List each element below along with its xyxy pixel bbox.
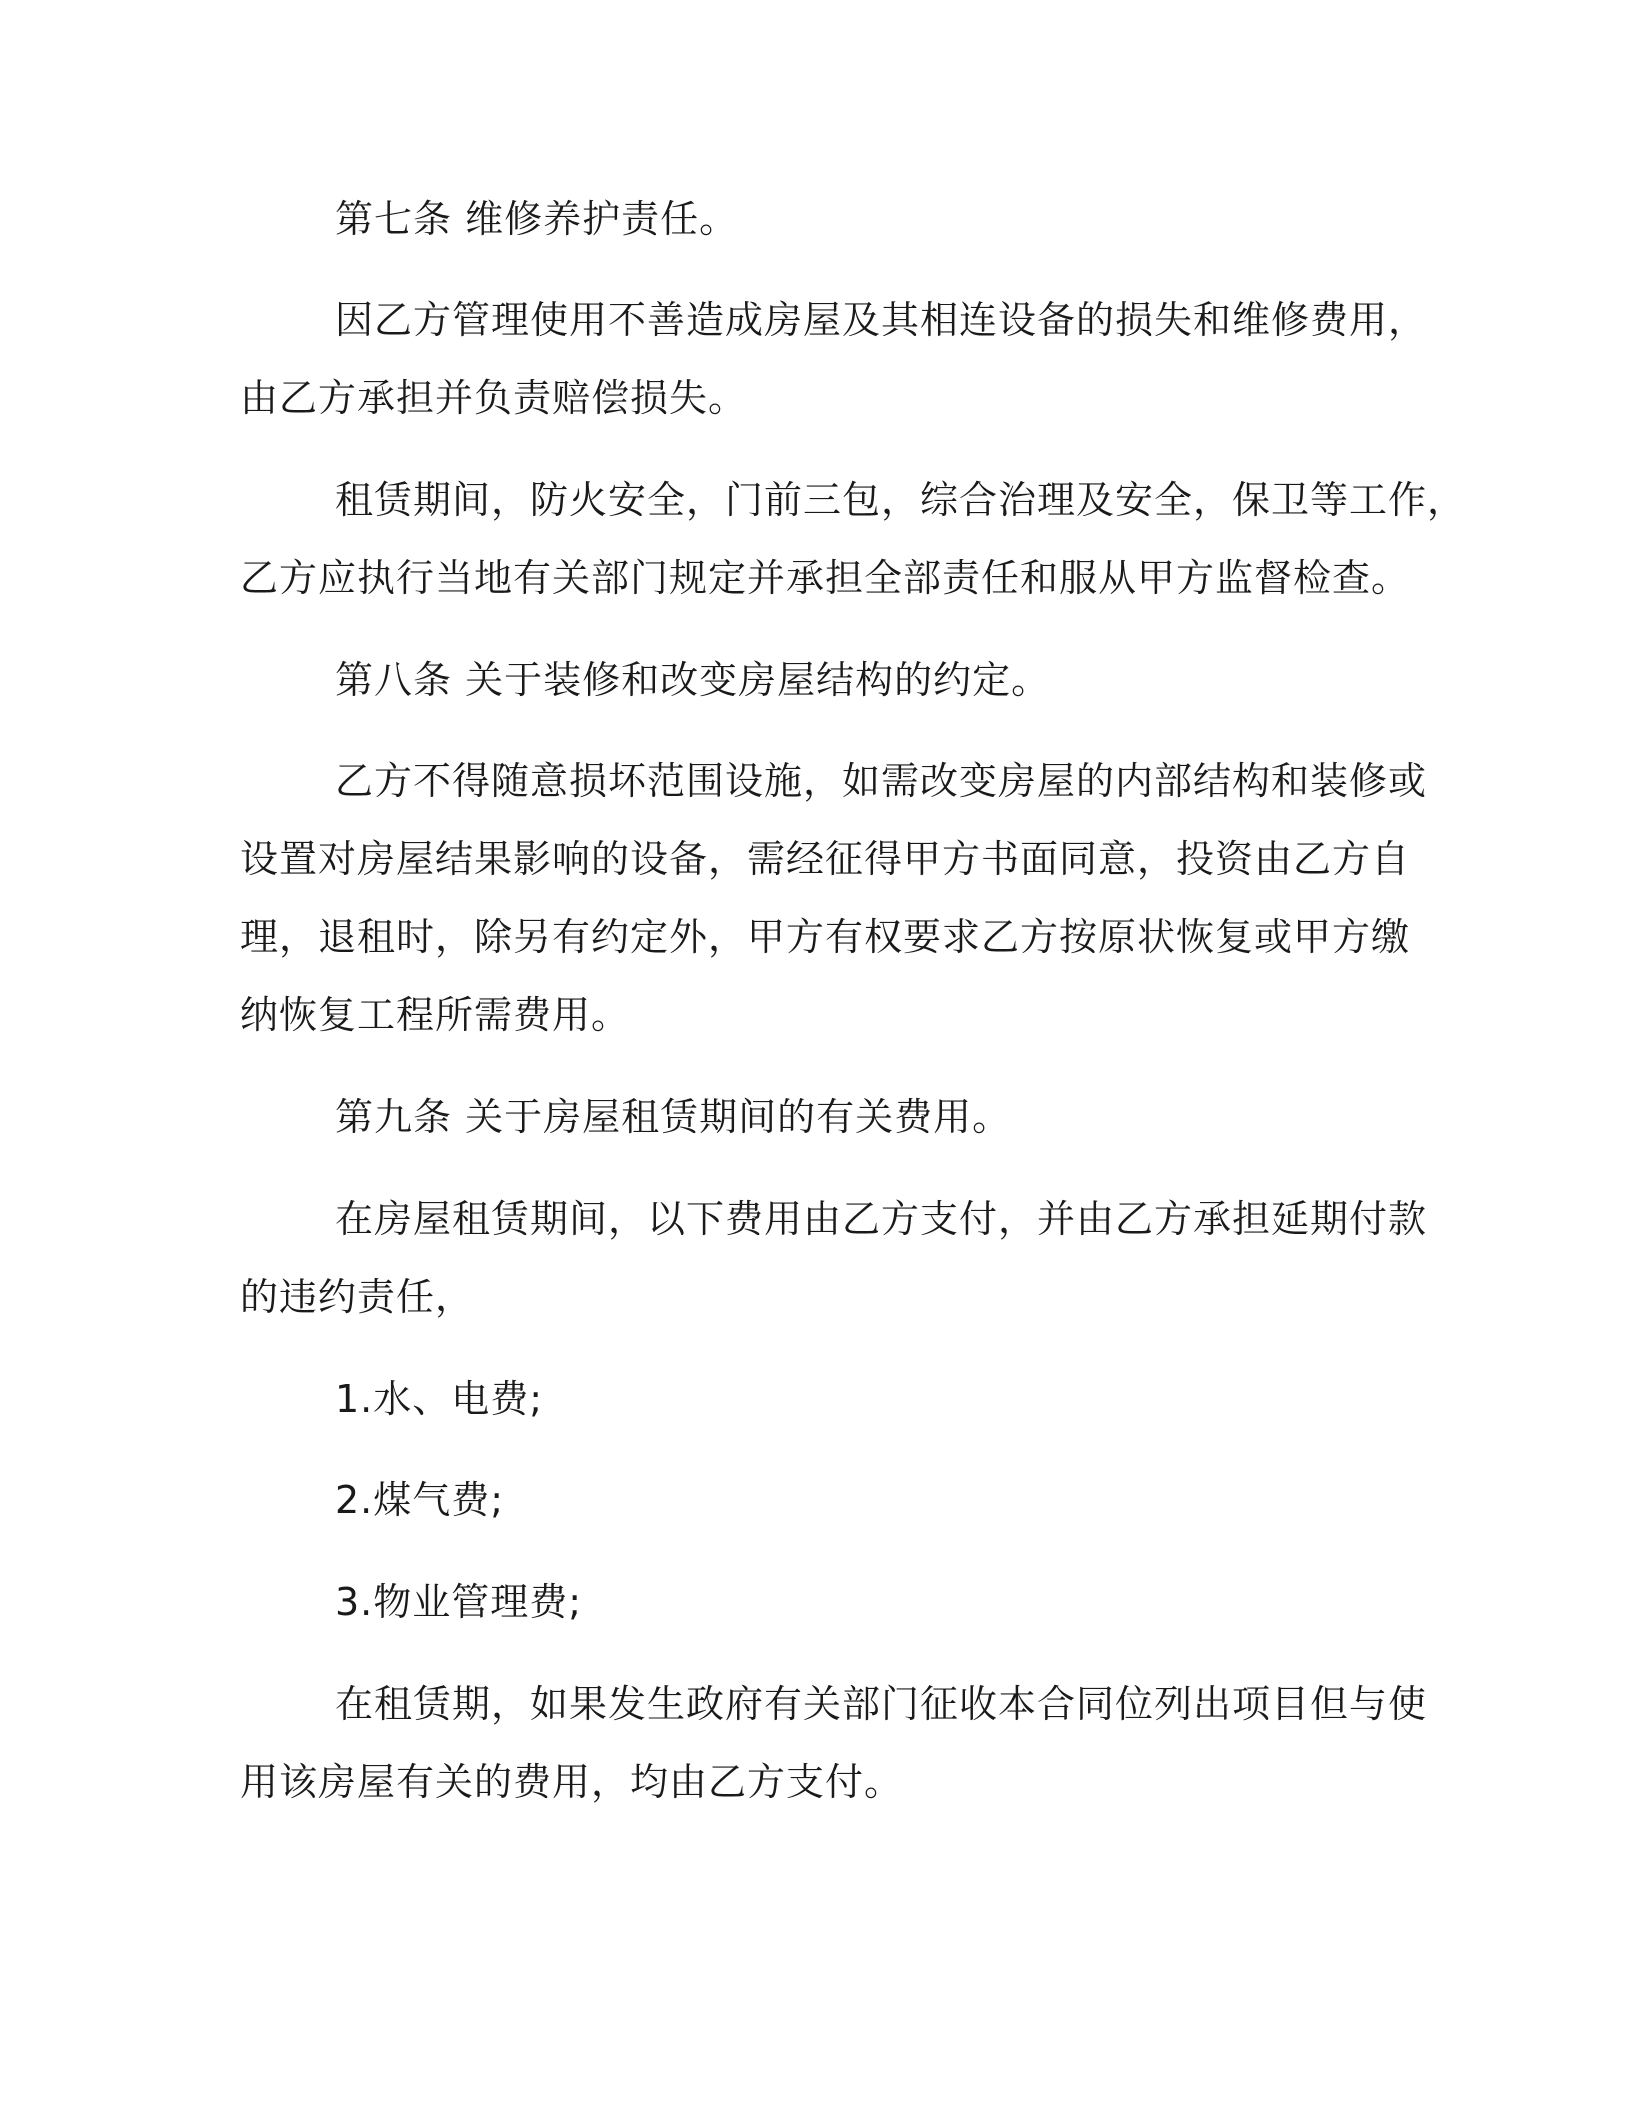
- article-9-closing-line-2: 用该房屋有关的费用，均由乙方支付。: [240, 1760, 904, 1804]
- article-9-paragraph-1-line-1: 在房屋租赁期间，以下费用由乙方支付，并由乙方承担延期付款: [335, 1197, 1428, 1241]
- article-9-item-1: 1.水、电费;: [335, 1377, 544, 1421]
- article-8-paragraph-1-line-2: 设置对房屋结果影响的设备，需经征得甲方书面同意，投资由乙方自: [240, 837, 1411, 881]
- article-9-item-3: 3.物业管理费;: [335, 1580, 583, 1624]
- article-8-heading: 第八条 关于装修和改变房屋结构的约定。: [335, 658, 1051, 702]
- article-9-heading: 第九条 关于房屋租赁期间的有关费用。: [335, 1095, 1012, 1139]
- article-9-paragraph-1-line-2: 的违约责任，: [240, 1275, 475, 1319]
- article-9-item-2: 2.煤气费;: [335, 1478, 505, 1522]
- article-8-paragraph-1-line-4: 纳恢复工程所需费用。: [240, 993, 631, 1037]
- article-9-closing-line-1: 在租赁期，如果发生政府有关部门征收本合同位列出项目但与使: [335, 1682, 1428, 1726]
- article-7-heading: 第七条 维修养护责任。: [335, 197, 739, 241]
- article-8-paragraph-1-line-3: 理，退租时，除另有约定外，甲方有权要求乙方按原状恢复或甲方缴: [240, 915, 1411, 959]
- article-7-paragraph-1-line-2: 由乙方承担并负责赔偿损失。: [240, 376, 748, 420]
- article-8-paragraph-1-line-1: 乙方不得随意损坏范围设施，如需改变房屋的内部结构和装修或: [335, 759, 1428, 803]
- article-7-paragraph-2-line-2: 乙方应执行当地有关部门规定并承担全部责任和服从甲方监督检查。: [240, 556, 1411, 600]
- article-7-paragraph-2-line-1: 租赁期间，防火安全，门前三包，综合治理及安全，保卫等工作，: [335, 478, 1467, 522]
- article-7-paragraph-1-line-1: 因乙方管理使用不善造成房屋及其相连设备的损失和维修费用，: [335, 298, 1428, 342]
